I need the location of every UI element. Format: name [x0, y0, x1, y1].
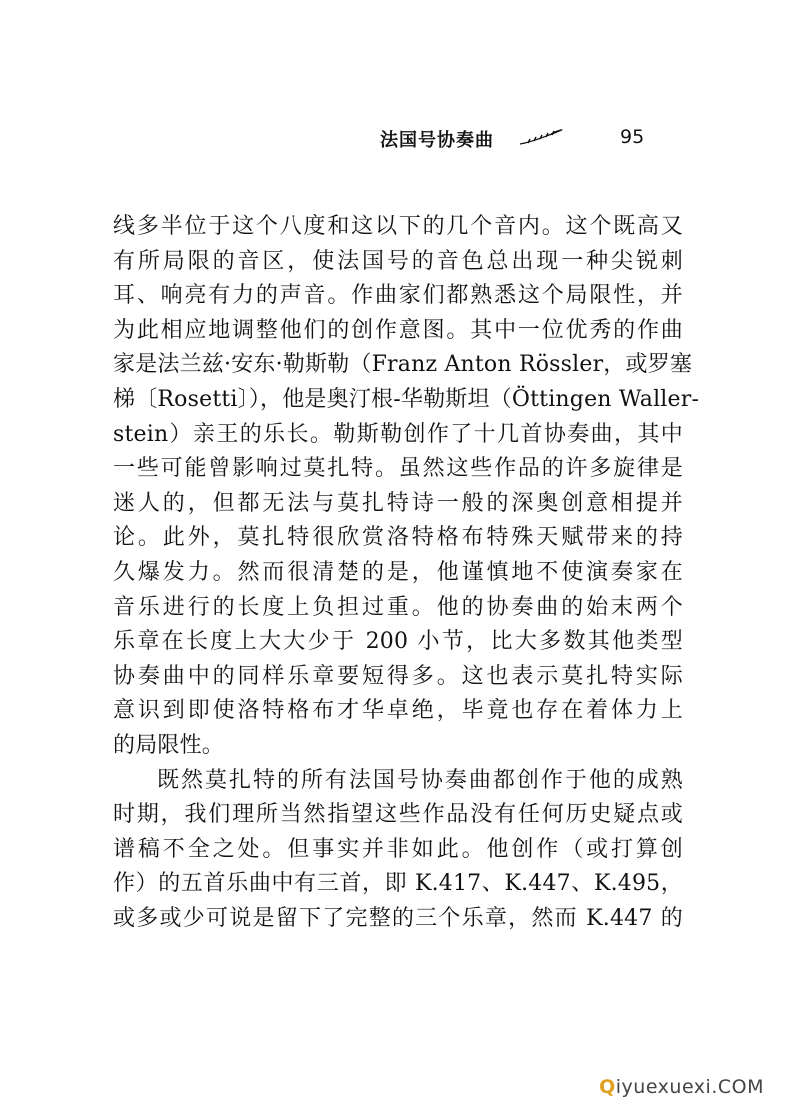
- text-line: 乐章在长度上大大少于 200 小节，比大多数其他类型: [113, 629, 683, 655]
- text-line: 迷人的，但都无法与莫扎特诗一般的深奥创意相提并: [113, 490, 683, 516]
- text-line: 久爆发力。然而很清楚的是，他谨慎地不使演奏家在: [113, 559, 683, 585]
- text-line: 的局限性。: [113, 732, 225, 758]
- ornament-icon: [518, 128, 566, 146]
- watermark-logo-letter: Q: [599, 1076, 616, 1098]
- text-line: 一些可能曾影响过莫扎特。虽然这些作品的许多旋律是: [113, 456, 683, 482]
- text-line: stein）亲王的乐长。勒斯勒创作了十几首协奏曲，其中: [113, 421, 683, 447]
- watermark-text: iyuexuexi.COM: [615, 1076, 764, 1098]
- site-watermark: [599, 1076, 764, 1098]
- text-line: 有所局限的音区，使法国号的音色总出现一种尖锐刺: [113, 248, 683, 274]
- text-line: 谱稿不全之处。但事实并非如此。他创作（或打算创: [113, 836, 683, 862]
- page-number: 95: [620, 126, 645, 148]
- text-line: 既然莫扎特的所有法国号协奏曲都创作于他的成熟: [157, 767, 683, 793]
- paragraph-1: [113, 210, 700, 764]
- text-line: 梯〔Rosetti〕），他是奥汀根-华勒斯坦（Öttingen Waller-: [113, 386, 700, 412]
- text-line: 论。此外，莫扎特很欣赏洛特格布特殊天赋带来的持: [113, 525, 683, 551]
- text-line: 或多或少可说是留下了完整的三个乐章，然而 K.447 的: [113, 905, 683, 931]
- chapter-title: 法国号协奏曲: [380, 130, 494, 151]
- text-line: 为此相应地调整他们的创作意图。其中一位优秀的作曲: [113, 317, 683, 343]
- text-line: 时期，我们理所当然指望这些作品没有任何历史疑点或: [113, 802, 683, 828]
- text-line: 意识到即使洛特格布才华卓绝，毕竟也存在着体力上: [113, 698, 683, 724]
- text-line: 作）的五首乐曲中有三首，即 K.417、K.447、K.495，: [113, 871, 683, 897]
- text-line: 耳、响亮有力的声音。作曲家们都熟悉这个局限性，并: [113, 283, 683, 309]
- text-line: 协奏曲中的同样乐章要短得多。这也表示莫扎特实际: [113, 663, 683, 689]
- paragraph-2: [113, 764, 683, 937]
- running-header: [380, 122, 660, 154]
- body-text: [113, 210, 700, 936]
- text-line: 家是法兰兹·安东·勒斯勒（Franz Anton Rössler，或罗塞: [113, 352, 693, 378]
- text-line: 音乐进行的长度上负担过重。他的协奏曲的始末两个: [113, 594, 683, 620]
- text-line: 线多半位于这个八度和这以下的几个音内。这个既高又: [113, 214, 683, 239]
